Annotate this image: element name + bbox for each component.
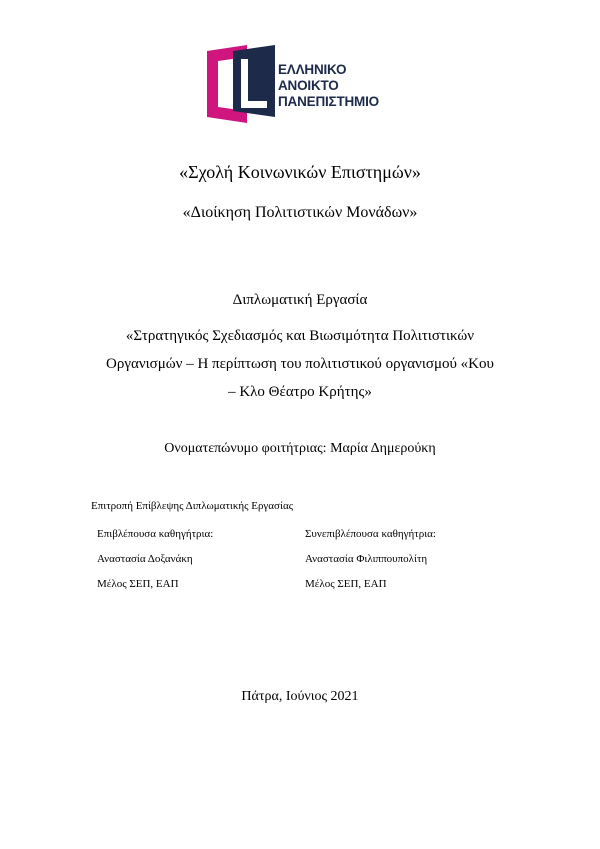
committee-heading: Επιτροπή Επίβλεψης Διπλωματικής Εργασίας (91, 500, 294, 512)
supervisor-column (97, 527, 213, 602)
place-date: Πάτρα, Ιούνιος 2021 (241, 689, 359, 704)
co-supervisor-name: Αναστασία Φιλιππουπολίτη (305, 553, 428, 565)
co-supervisor-position: Μέλος ΣΕΠ, ΕΑΠ (305, 578, 387, 590)
thesis-title-line-2: Οργανισμών – Η περίπτωση του πολιτιστικού οργανισμού «Κου (106, 356, 494, 372)
supervisor-position: Μέλος ΣΕΠ, ΕΑΠ (97, 578, 179, 590)
logo-line-3: ΠΑΝΕΠΙΣΤΗΜΙΟ (278, 94, 379, 109)
logo-line-1: ΕΛΛΗΝΙΚΟ (278, 62, 347, 77)
school-name: «Σχολή Κοινωνικών Επιστημών» (179, 162, 421, 182)
supervisor-role: Επιβλέπουσα καθηγήτρια: (97, 528, 214, 540)
supervisor-name: Αναστασία Δοξανάκη (97, 553, 193, 565)
logo-text (278, 62, 379, 110)
program-name: «Διοίκηση Πολιτιστικών Μονάδων» (182, 204, 418, 221)
co-supervisor-column (305, 527, 436, 602)
logo-line-2: ΑΝΟΙΚΤΟ (278, 78, 339, 93)
student-name: Ονοματεπώνυμο φοιτήτριας: Μαρία Δημερούκη (164, 441, 436, 456)
thesis-title-line-3: – Κλο Θέατρο Κρήτης» (228, 384, 372, 400)
thesis-title (0, 322, 600, 406)
logo-mark-icon (207, 45, 277, 123)
thesis-title-line-1: «Στρατηγικός Σχεδιασμός και Βιωσιμότητα Πολιτιστικών (125, 328, 475, 344)
university-logo (207, 45, 397, 123)
thesis-label: Διπλωματική Εργασία (232, 292, 368, 308)
co-supervisor-role: Συνεπιβλέπουσα καθηγήτρια: (305, 528, 436, 540)
